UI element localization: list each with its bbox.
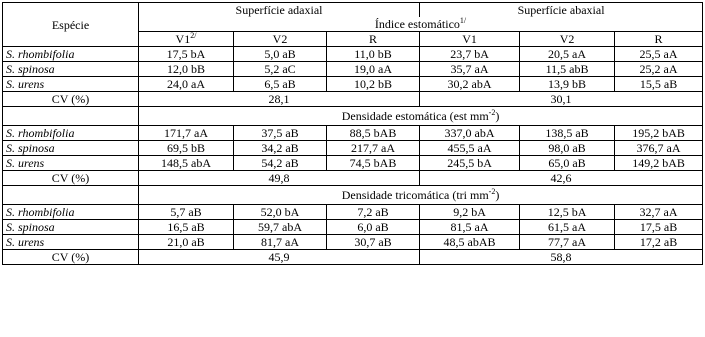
cell-v1: 12,0 bB bbox=[139, 62, 234, 77]
cv-row bbox=[3, 92, 703, 107]
section-title-end: ) bbox=[495, 109, 500, 123]
abaxial-header: Superfície abaxial bbox=[420, 3, 703, 18]
data-table bbox=[2, 2, 703, 265]
cell-v2b: 11,5 abB bbox=[520, 62, 615, 77]
cell-r: 217,7 aA bbox=[327, 141, 420, 156]
cell-v2b: 20,5 aA bbox=[520, 47, 615, 62]
cell-rb: 15,5 aB bbox=[615, 77, 703, 92]
species-name: S. urens bbox=[3, 156, 139, 171]
cv-row bbox=[3, 171, 703, 186]
cell-v1: 5,7 aB bbox=[139, 205, 234, 220]
species-name: S. spinosa bbox=[3, 220, 139, 235]
col-v2b-header: V2 bbox=[520, 32, 615, 47]
cell-v2b: 13,9 bB bbox=[520, 77, 615, 92]
table-row bbox=[3, 141, 703, 156]
species-name: S. spinosa bbox=[3, 62, 139, 77]
cell-v1b: 337,0 abA bbox=[420, 126, 520, 141]
cell-v2: 52,0 bA bbox=[234, 205, 327, 220]
cell-r: 7,2 aB bbox=[327, 205, 420, 220]
col-v1-footnote: 2/ bbox=[190, 31, 197, 40]
cell-v2: 6,5 aB bbox=[234, 77, 327, 92]
adaxial-header: Superfície adaxial bbox=[139, 3, 420, 18]
section-title bbox=[139, 186, 703, 205]
species-name: S. urens bbox=[3, 77, 139, 92]
cell-rb: 17,5 aB bbox=[615, 220, 703, 235]
table-row bbox=[3, 126, 703, 141]
table-row bbox=[3, 235, 703, 250]
header-row-surfaces bbox=[3, 3, 703, 18]
table-row bbox=[3, 77, 703, 92]
cell-v2: 37,5 aB bbox=[234, 126, 327, 141]
col-rb-header: R bbox=[615, 32, 703, 47]
indice-label: Índice estomático bbox=[374, 17, 460, 31]
cell-v1b: 9,2 bA bbox=[420, 205, 520, 220]
cv-abaxial: 58,8 bbox=[420, 250, 703, 265]
table-row bbox=[3, 156, 703, 171]
cell-v1: 24,0 aA bbox=[139, 77, 234, 92]
species-name: S. spinosa bbox=[3, 141, 139, 156]
section-title-end: ) bbox=[495, 188, 500, 202]
cell-v2: 34,2 aB bbox=[234, 141, 327, 156]
cell-r: 19,0 aA bbox=[327, 62, 420, 77]
cell-v2: 5,2 aC bbox=[234, 62, 327, 77]
col-v2-header: V2 bbox=[234, 32, 327, 47]
cv-adaxial: 28,1 bbox=[139, 92, 420, 107]
section-title-text: Densidade tricomática (tri mm bbox=[341, 188, 489, 202]
cell-v1b: 81,5 aA bbox=[420, 220, 520, 235]
cell-rb: 32,7 aA bbox=[615, 205, 703, 220]
cell-rb: 25,2 aA bbox=[615, 62, 703, 77]
col-v1-label: V1 bbox=[175, 32, 191, 46]
indice-footnote: 1/ bbox=[459, 16, 467, 25]
cell-v1: 17,5 bA bbox=[139, 47, 234, 62]
col-v1b-header: V1 bbox=[420, 32, 520, 47]
cv-abaxial: 30,1 bbox=[420, 92, 703, 107]
cell-v1: 16,5 aB bbox=[139, 220, 234, 235]
cell-v2b: 77,7 aA bbox=[520, 235, 615, 250]
section-title-sup: -2 bbox=[488, 187, 496, 196]
cell-v1: 21,0 aB bbox=[139, 235, 234, 250]
cell-v1b: 23,7 bA bbox=[420, 47, 520, 62]
cell-v1b: 455,5 aA bbox=[420, 141, 520, 156]
cell-rb: 195,2 bAB bbox=[615, 126, 703, 141]
cell-v2: 81,7 aA bbox=[234, 235, 327, 250]
cell-r: 30,7 aB bbox=[327, 235, 420, 250]
cv-label: CV (%) bbox=[3, 92, 139, 107]
section-title-spacer bbox=[3, 186, 139, 205]
cell-r: 10,2 bB bbox=[327, 77, 420, 92]
cell-v1b: 30,2 abA bbox=[420, 77, 520, 92]
cell-rb: 25,5 aA bbox=[615, 47, 703, 62]
cell-rb: 17,2 aB bbox=[615, 235, 703, 250]
cell-v2b: 61,5 aA bbox=[520, 220, 615, 235]
cell-v2b: 65,0 aB bbox=[520, 156, 615, 171]
indice-header bbox=[139, 17, 703, 32]
cell-v1: 69,5 bB bbox=[139, 141, 234, 156]
table-row bbox=[3, 205, 703, 220]
section-title-row bbox=[3, 186, 703, 205]
cv-label: CV (%) bbox=[3, 171, 139, 186]
cell-v2: 59,7 abA bbox=[234, 220, 327, 235]
cell-v2: 54,2 aB bbox=[234, 156, 327, 171]
cv-row bbox=[3, 250, 703, 265]
cell-v2: 5,0 aB bbox=[234, 47, 327, 62]
cell-v1b: 245,5 bA bbox=[420, 156, 520, 171]
cell-r: 74,5 bAB bbox=[327, 156, 420, 171]
section-title-sup: -2 bbox=[488, 108, 496, 117]
cv-adaxial: 45,9 bbox=[139, 250, 420, 265]
species-name: S. rhombifolia bbox=[3, 205, 139, 220]
cv-label: CV (%) bbox=[3, 250, 139, 265]
table-row bbox=[3, 47, 703, 62]
table-row bbox=[3, 220, 703, 235]
section-title-text: Densidade estomática (est mm bbox=[341, 109, 489, 123]
species-name: S. rhombifolia bbox=[3, 47, 139, 62]
section-title-row bbox=[3, 107, 703, 126]
col-v1-header bbox=[139, 32, 234, 47]
cell-v1: 148,5 abA bbox=[139, 156, 234, 171]
especie-header: Espécie bbox=[3, 3, 139, 47]
cell-v1: 171,7 aA bbox=[139, 126, 234, 141]
species-name: S. urens bbox=[3, 235, 139, 250]
cv-adaxial: 49,8 bbox=[139, 171, 420, 186]
section-title-spacer bbox=[3, 107, 139, 126]
cell-v2b: 98,0 aB bbox=[520, 141, 615, 156]
cv-abaxial: 42,6 bbox=[420, 171, 703, 186]
cell-r: 88,5 bAB bbox=[327, 126, 420, 141]
cell-v2b: 12,5 bA bbox=[520, 205, 615, 220]
cell-rb: 376,7 aA bbox=[615, 141, 703, 156]
table-row bbox=[3, 62, 703, 77]
section-title bbox=[139, 107, 703, 126]
cell-r: 11,0 bB bbox=[327, 47, 420, 62]
cell-v1b: 48,5 abAB bbox=[420, 235, 520, 250]
cell-v2b: 138,5 aB bbox=[520, 126, 615, 141]
col-r-header: R bbox=[327, 32, 420, 47]
cell-r: 6,0 aB bbox=[327, 220, 420, 235]
cell-rb: 149,2 bAB bbox=[615, 156, 703, 171]
cell-v1b: 35,7 aA bbox=[420, 62, 520, 77]
species-name: S. rhombifolia bbox=[3, 126, 139, 141]
